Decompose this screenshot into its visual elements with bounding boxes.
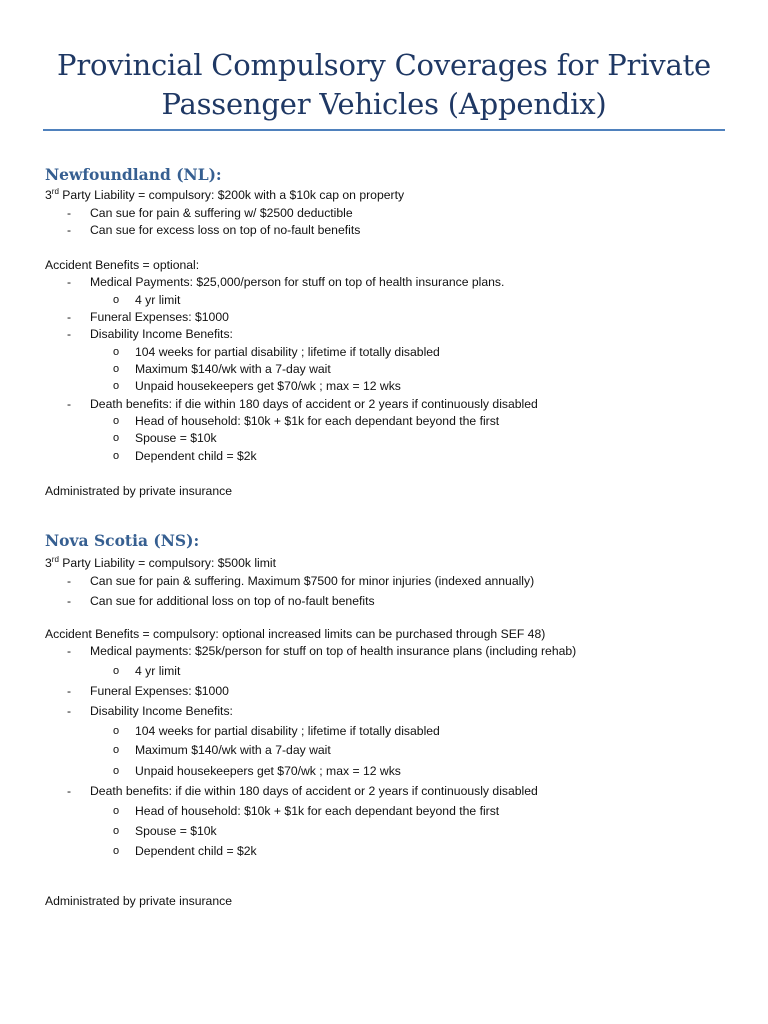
nl-disability-income: Disability Income Benefits: xyxy=(90,327,233,341)
nl-disability-sub-item: Unpaid housekeepers get $70/wk ; max = 12 wks xyxy=(135,379,401,393)
nl-medical-payments: Medical Payments: $25,000/person for stuff on top of health insurance plans. xyxy=(90,275,505,289)
ns-death-sub-item: Head of household: $10k + $1k for each dependant beyond the first xyxy=(135,804,500,818)
ns-liability-item: Can sue for additional loss on top of no-fault benefits xyxy=(90,594,375,608)
nl-disability-sub-item: 104 weeks for partial disability ; lifetime if totally disabled xyxy=(135,345,440,359)
nl-administration-note: Administrated by private insurance xyxy=(45,484,232,498)
ordinal-number: 3 xyxy=(45,188,52,202)
ns-disability-sub-item: 104 weeks for partial disability ; lifetime if totally disabled xyxy=(135,724,440,738)
dash-bullet: - xyxy=(67,397,72,411)
ns-medical-payments: Medical payments: $25k/person for stuff on top of health insurance plans (including rehab) xyxy=(90,644,577,658)
nl-liability-item: Can sue for excess loss on top of no-fault benefits xyxy=(90,223,361,237)
page-title xyxy=(40,46,728,124)
nl-medical-sub-item: 4 yr limit xyxy=(135,293,181,307)
circle-bullet: o xyxy=(113,825,120,837)
dash-bullet: - xyxy=(67,704,72,718)
dash-bullet: - xyxy=(67,206,72,220)
title-divider xyxy=(43,129,725,131)
circle-bullet: o xyxy=(113,415,120,427)
ns-disability-sub-item: Maximum $140/wk with a 7-day wait xyxy=(135,743,331,757)
circle-bullet: o xyxy=(113,725,120,737)
circle-bullet: o xyxy=(113,363,120,375)
third-party-liability-text: Party Liability = compulsory: $500k limit xyxy=(58,556,276,570)
ordinal-number: 3 xyxy=(45,556,52,570)
nl-accident-benefits-heading: Accident Benefits = optional: xyxy=(45,258,200,272)
dash-bullet: - xyxy=(67,784,72,798)
nl-third-party-liability xyxy=(45,187,404,203)
ns-accident-benefits-heading: Accident Benefits = compulsory: optional increased limits can be purchased through SEF 48) xyxy=(45,627,546,641)
ns-medical-sub-item: 4 yr limit xyxy=(135,664,181,678)
nl-funeral-expenses: Funeral Expenses: $1000 xyxy=(90,310,229,324)
ns-death-sub-item: Dependent child = $2k xyxy=(135,844,257,858)
circle-bullet: o xyxy=(113,845,120,857)
third-party-liability-text: Party Liability = compulsory: $200k with a $10k cap on property xyxy=(58,188,405,202)
dash-bullet: - xyxy=(67,574,72,588)
circle-bullet: o xyxy=(113,744,120,756)
nl-disability-sub-item: Maximum $140/wk with a 7-day wait xyxy=(135,362,331,376)
ns-disability-income: Disability Income Benefits: xyxy=(90,704,233,718)
nl-death-sub-item: Head of household: $10k + $1k for each dependant beyond the first xyxy=(135,414,500,428)
nl-death-benefits: Death benefits: if die within 180 days of accident or 2 years if continuously disabled xyxy=(90,397,538,411)
nl-liability-item: Can sue for pain & suffering w/ $2500 deductible xyxy=(90,206,353,220)
dash-bullet: - xyxy=(67,223,72,237)
ns-death-benefits: Death benefits: if die within 180 days of accident or 2 years if continuously disabled xyxy=(90,784,538,798)
ordinal-suffix: rd xyxy=(51,554,59,564)
circle-bullet: o xyxy=(113,805,120,817)
ns-liability-item: Can sue for pain & suffering. Maximum $7500 for minor injuries (indexed annually) xyxy=(90,574,535,588)
circle-bullet: o xyxy=(113,294,120,306)
dash-bullet: - xyxy=(67,684,72,698)
ns-disability-sub-item: Unpaid housekeepers get $70/wk ; max = 12 wks xyxy=(135,764,401,778)
section-heading-nl: Newfoundland (NL): xyxy=(45,165,222,184)
circle-bullet: o xyxy=(113,380,120,392)
ns-administration-note: Administrated by private insurance xyxy=(45,894,232,908)
dash-bullet: - xyxy=(67,594,72,608)
ns-funeral-expenses: Funeral Expenses: $1000 xyxy=(90,684,229,698)
circle-bullet: o xyxy=(113,346,120,358)
circle-bullet: o xyxy=(113,665,120,677)
circle-bullet: o xyxy=(113,432,120,444)
ns-death-sub-item: Spouse = $10k xyxy=(135,824,217,838)
title-line-2: Passenger Vehicles (Appendix) xyxy=(161,87,607,121)
ordinal-suffix: rd xyxy=(51,186,59,196)
section-heading-ns: Nova Scotia (NS): xyxy=(45,531,200,550)
nl-death-sub-item: Dependent child = $2k xyxy=(135,449,257,463)
dash-bullet: - xyxy=(67,275,72,289)
ns-third-party-liability xyxy=(45,555,276,571)
nl-death-sub-item: Spouse = $10k xyxy=(135,431,217,445)
circle-bullet: o xyxy=(113,450,120,462)
dash-bullet: - xyxy=(67,327,72,341)
dash-bullet: - xyxy=(67,310,72,324)
dash-bullet: - xyxy=(67,644,72,658)
title-line-1: Provincial Compulsory Coverages for Private xyxy=(57,48,711,82)
circle-bullet: o xyxy=(113,765,120,777)
